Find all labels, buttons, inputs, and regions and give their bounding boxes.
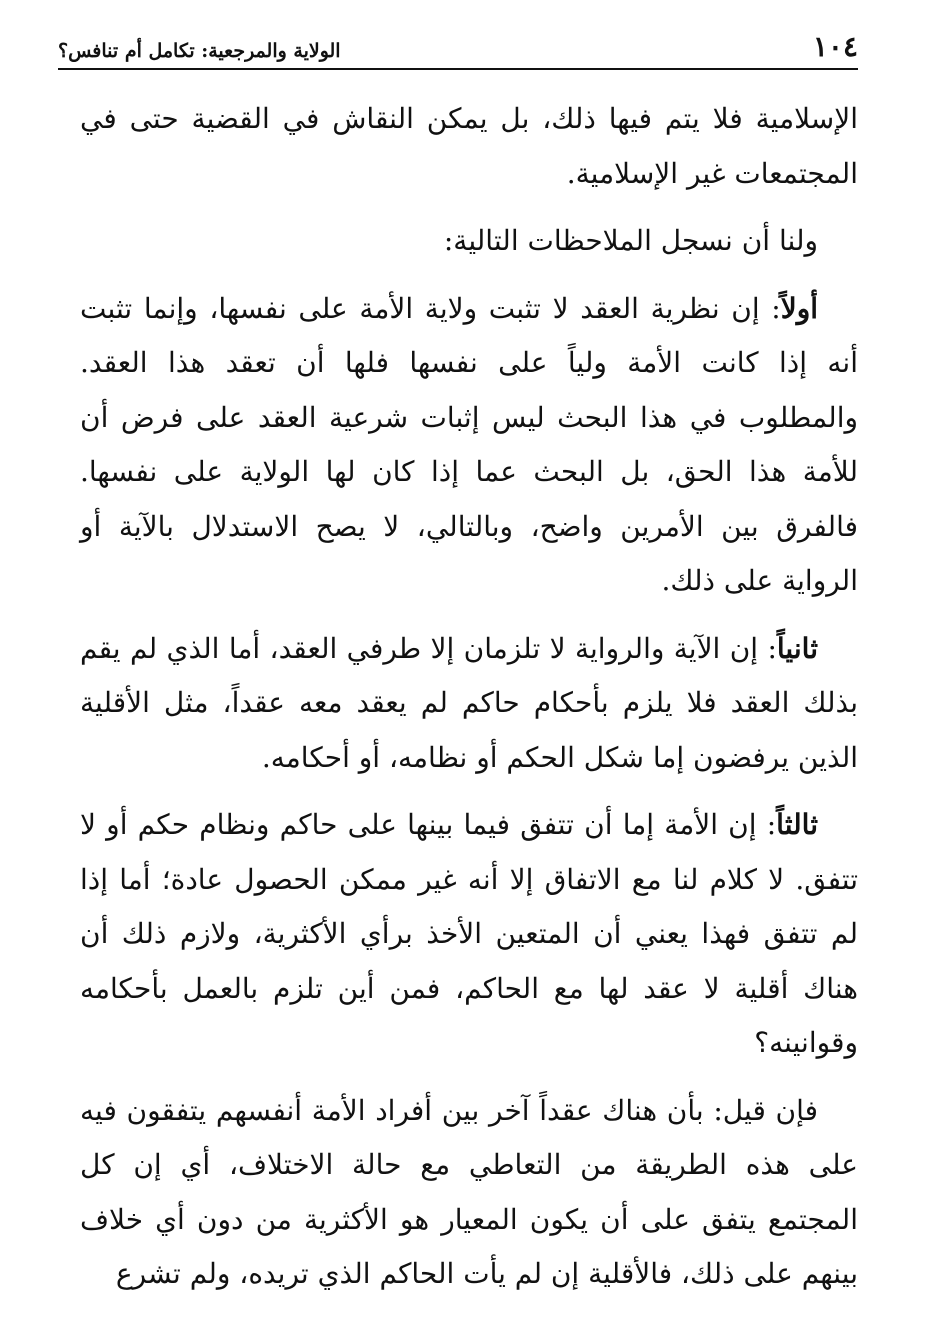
body-text <box>80 92 858 1315</box>
paragraph-second <box>80 622 858 786</box>
page-header <box>58 28 858 70</box>
paragraph-text: فإن قيل: بأن هناك عقداً آخر بين أفراد الأمة أنفسهم يتفقون فيه على هذه الطريقة من التعاطي مع حالة الاختلاف، أي إن كل المجتمع يتفق على أن يكون المعيار هو الأكثرية من دون أي خلاف بينهم على ذلك، فالأقلية إن لم يأت الحاكم الذي تريده، ولم تشرع <box>80 1093 858 1290</box>
paragraph-lead: أولاً <box>780 291 818 325</box>
paragraph-lead: ثالثاً <box>776 808 818 841</box>
paragraph-first <box>80 282 858 609</box>
paragraph-text: الإسلامية فلا يتم فيها ذلك، بل يمكن النقاش في القضية حتى في المجتمعات غير الإسلامية. <box>80 102 858 190</box>
paragraph-text: : إن الأمة إما أن تتفق فيما بينها على حاكم ونظام حكم أو لا تتفق. لا كلام لنا مع الاتفاق إلا أنه غير ممكن الحصول عادة؛ أما إذا لم تتفق فهذا يعني أن المتعين الأخذ برأي الأكثرية، ولازم ذلك أن هناك أقلية لا عقد لها مع الحاكم، فمن أين تلزم بالعمل بأحكامه وقوانينه؟ <box>80 808 858 1059</box>
paragraph-lead: ثانياً <box>776 631 818 665</box>
page-number: ١٠٤ <box>812 30 858 63</box>
paragraph-third <box>80 798 858 1071</box>
paragraph-text: ولنا أن نسجل الملاحظات التالية: <box>443 224 818 257</box>
running-title: الولاية والمرجعية: تكامل أم تنافس؟ <box>58 40 341 62</box>
paragraph-objection <box>80 1084 858 1302</box>
paragraph-continuation <box>80 92 858 201</box>
paragraph-text: : إن الآية والرواية لا تلزمان إلا طرفي العقد، أما الذي لم يقم بذلك العقد فلا يلزم بأحكام حاكم لم يعقد معه عقداً، مثل الأقلية الذين يرفضون إما شكل الحكم أو نظامه، أو أحكامه. <box>80 631 858 774</box>
paragraph-intro <box>80 214 858 269</box>
paragraph-text: : إن نظرية العقد لا تثبت ولاية الأمة على نفسها، وإنما تثبت أنه إذا كانت الأمة ولياً على نفسها فلها أن تعقد هذا العقد. والمطلوب في هذا البحث ليس إثبات شرعية العقد على فرض أن للأمة هذا الحق، بل البحث عما إذا كان لها الولاية على نفسها. فالفرق بين الأمرين واضح، وبالتالي، لا يصح الاستدلال بالآية أو الرواية على ذلك. <box>80 291 858 597</box>
